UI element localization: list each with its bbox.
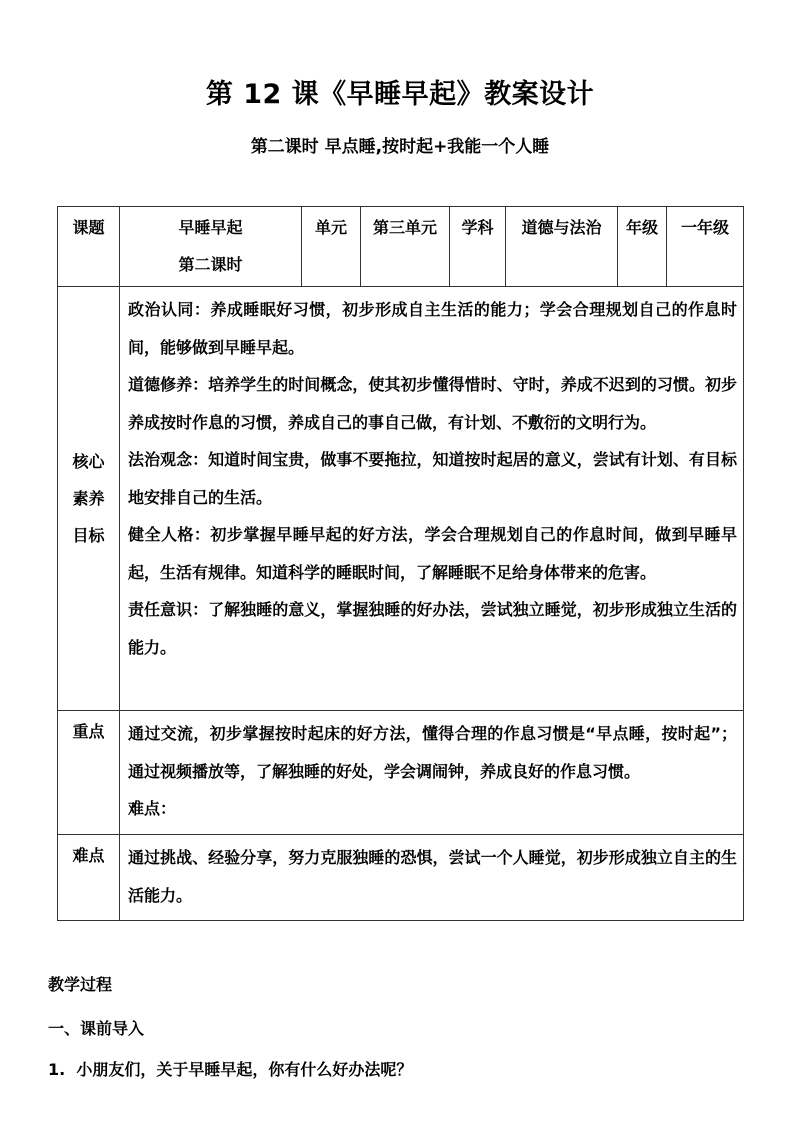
table-header-row — [58, 207, 744, 287]
subject-value: 道德与法治 — [506, 207, 618, 287]
teaching-process-heading: 教学过程 — [48, 975, 113, 994]
page-subtitle: 第二课时 早点睡,按时起+我能一个人睡 — [250, 137, 550, 157]
topic-line-2: 第二课时 — [178, 255, 243, 274]
topic-value — [120, 207, 302, 287]
grade-value: 一年级 — [667, 207, 744, 287]
difficult-points-content: 通过挑战、经验分享，努力克服独睡的恐惧，尝试一个人睡觉，初步形成独立自主的生活能力。 — [120, 835, 744, 921]
grade-label: 年级 — [618, 207, 667, 287]
core-goals-label — [58, 287, 120, 711]
difficult-points-row — [58, 835, 744, 921]
key-points-tail: 难点： — [128, 799, 177, 818]
topic-line-1: 早睡早起 — [178, 218, 243, 237]
topic-label: 课题 — [58, 207, 120, 287]
lesson-plan-table — [57, 206, 744, 921]
core-goals-row — [58, 287, 744, 711]
section-pre-class-intro: 一、课前导入 — [48, 1019, 145, 1038]
core-goal-law: 法治观念：知道时间宝贵，做事不要拖拉，知道按时起居的意义，尝试有计划、有目标地安排自己的生活。 — [128, 450, 737, 507]
key-points-row — [58, 711, 744, 835]
core-goal-moral: 道德修养：培养学生的时间概念，使其初步懂得惜时、守时，养成不迟到的习惯。初步养成按时作息的习惯，养成自己的事自己做，有计划、不敷衍的文明行为。 — [128, 375, 737, 432]
process-item-1 — [48, 1057, 412, 1080]
process-item-1-text: 小朋友们，关于早睡早起，你有什么好办法呢？ — [76, 1060, 413, 1079]
core-label-line-1: 核心 — [72, 452, 105, 471]
page-title: 第 12 课《早睡早起》教案设计 — [205, 79, 595, 110]
difficult-points-label: 难点 — [58, 835, 120, 921]
unit-label: 单元 — [302, 207, 361, 287]
core-goal-responsibility: 责任意识：了解独睡的意义，掌握独睡的好办法，尝试独立睡觉，初步形成独立生活的能力。 — [128, 600, 737, 657]
core-goal-political: 政治认同：养成睡眠好习惯，初步形成自主生活的能力；学会合理规划自己的作息时间，能够做到早睡早起。 — [128, 300, 737, 357]
core-goal-personality: 健全人格：初步掌握早睡早起的好方法，学会合理规划自己的作息时间，做到早睡早起，生活有规律。知道科学的睡眠时间，了解睡眠不足给身体带来的危害。 — [128, 525, 737, 582]
key-points-content — [120, 711, 744, 835]
core-goals-content — [120, 287, 744, 711]
core-label-line-2: 素养 — [72, 489, 105, 508]
process-item-1-number: 1. — [48, 1060, 66, 1079]
subject-label: 学科 — [450, 207, 506, 287]
core-label-line-3: 目标 — [72, 526, 105, 545]
key-points-text: 通过交流，初步掌握按时起床的好方法，懂得合理的作息习惯是“早点睡，按时起”；通过视频播放等，了解独睡的好处，学会调闹钟，养成良好的作息习惯。 — [128, 724, 737, 781]
key-points-label: 重点 — [58, 711, 120, 835]
unit-value: 第三单元 — [361, 207, 450, 287]
